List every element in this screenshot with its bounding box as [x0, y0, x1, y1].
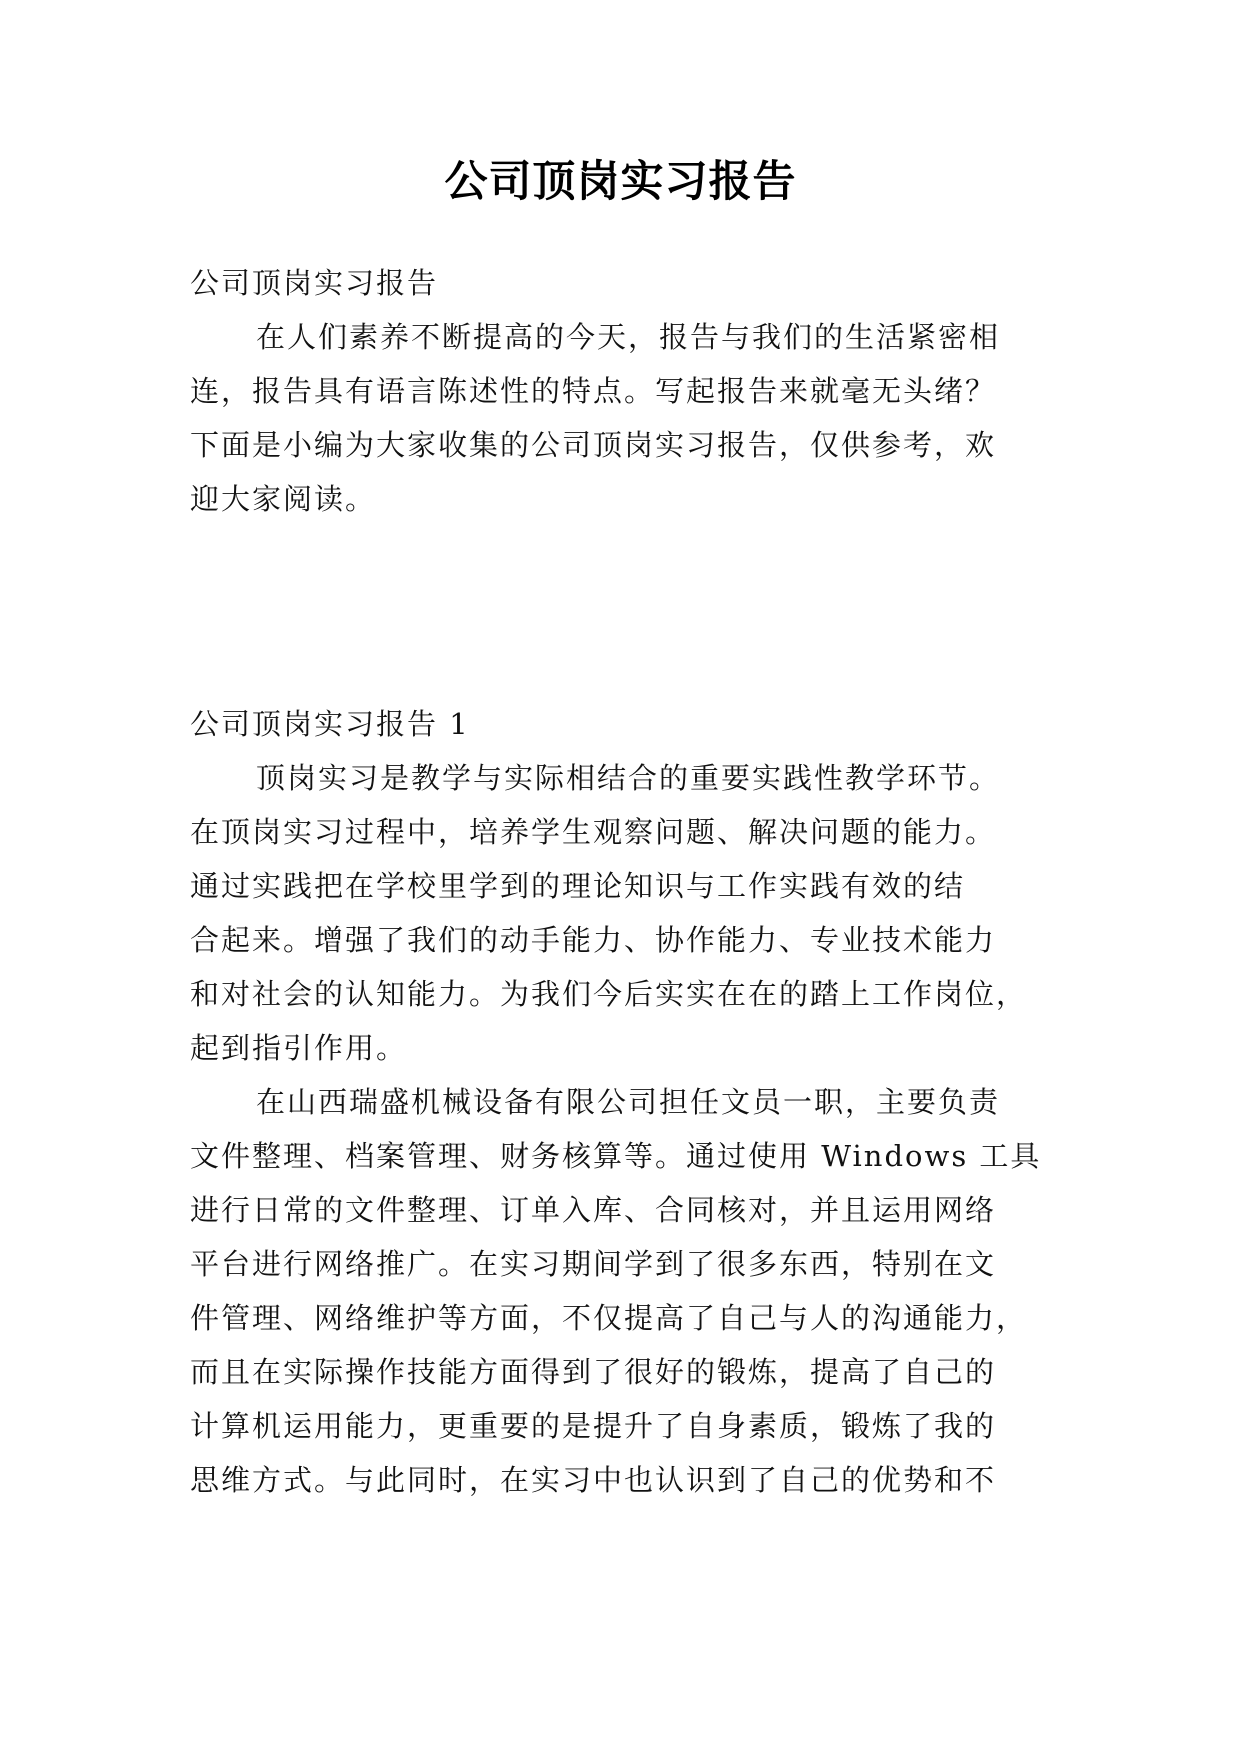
p1-line-5: 和对社会的认知能力。为我们今后实实在在的踏上工作岗位，: [190, 977, 1028, 1011]
p1-line-4: 合起来。增强了我们的动手能力、协作能力、专业技术能力: [190, 923, 997, 957]
p1-line-3: 通过实践把在学校里学到的理论知识与工作实践有效的结: [190, 869, 966, 903]
intro-line-4: 迎大家阅读。: [190, 482, 377, 516]
p2-line-8: 思维方式。与此同时，在实习中也认识到了自己的优势和不: [190, 1463, 997, 1497]
p2-line-6: 而且在实际操作技能方面得到了很好的锻炼，提高了自己的: [190, 1355, 997, 1389]
p2-line-5: 件管理、网络维护等方面，不仅提高了自己与人的沟通能力，: [190, 1301, 1028, 1335]
section-1: [190, 697, 1050, 1507]
p2-line-4: 平台进行网络推广。在实习期间学到了很多东西，特别在文: [190, 1247, 997, 1281]
p2-line-3: 进行日常的文件整理、订单入库、合同核对，并且运用网络: [190, 1193, 997, 1227]
p2-line-7: 计算机运用能力，更重要的是提升了自身素质，锻炼了我的: [190, 1409, 997, 1443]
p1-line-2: 在顶岗实习过程中，培养学生观察问题、解决问题的能力。: [190, 815, 997, 849]
document-title: 公司顶岗实习报告: [444, 157, 797, 207]
intro-line-2: 连，报告具有语言陈述性的特点。写起报告来就毫无头绪？: [190, 374, 997, 408]
p1-line-6: 起到指引作用。: [190, 1031, 408, 1065]
p2-line-2: 文件整理、档案管理、财务核算等。通过使用 Windows 工具: [190, 1139, 1042, 1173]
p1-line-1: 顶岗实习是教学与实际相结合的重要实践性教学环节。: [256, 761, 1001, 795]
intro-line-1: 在人们素养不断提高的今天，报告与我们的生活紧密相: [256, 320, 1001, 354]
section-1-heading: 公司顶岗实习报告 1: [190, 707, 470, 741]
intro-block: [190, 256, 1050, 526]
intro-line-3: 下面是小编为大家收集的公司顶岗实习报告，仅供参考，欢: [190, 428, 997, 462]
p2-line-1: 在山西瑞盛机械设备有限公司担任文员一职，主要负责: [256, 1085, 1001, 1119]
intro-heading: 公司顶岗实习报告: [190, 266, 439, 300]
